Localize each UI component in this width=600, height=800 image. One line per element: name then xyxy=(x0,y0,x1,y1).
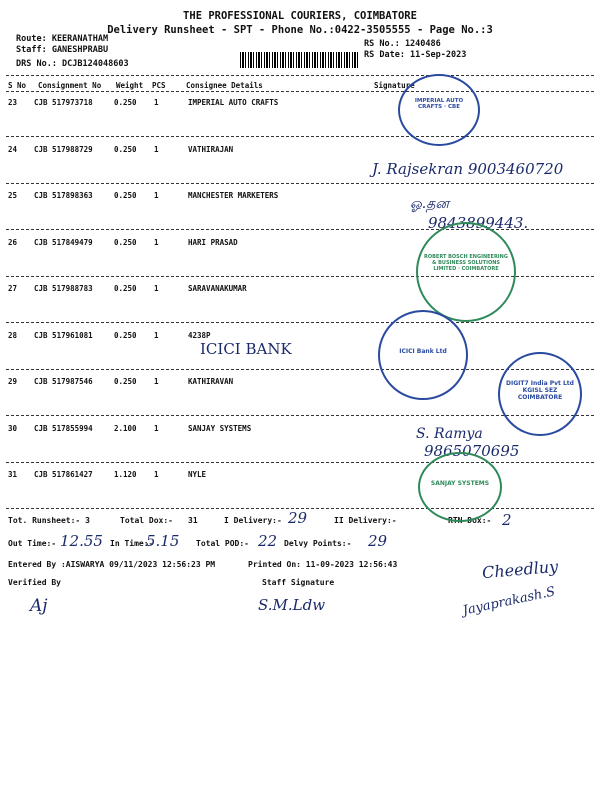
hand-delvy-points: 29 xyxy=(368,532,388,550)
hand-rtn-dox: 2 xyxy=(502,511,512,529)
row-consignee: HARI PRASAD xyxy=(188,237,238,247)
row-consignment: CJB 517849479 xyxy=(34,237,93,247)
imperial-stamp xyxy=(398,74,480,146)
verified-by-label: Verified By xyxy=(8,578,61,587)
tot-runsheet: Tot. Runsheet:- 3 xyxy=(8,516,90,525)
hand-chedluy: Cheedluy xyxy=(481,556,559,583)
out-time-label: Out Time:- xyxy=(8,539,57,548)
row-consignee: SANJAY SYSTEMS xyxy=(188,423,252,433)
company-title: THE PROFESSIONAL COURIERS, COIMBATORE xyxy=(183,10,417,22)
row-consignee: MANCHESTER MARKETERS xyxy=(188,191,279,200)
row-pcs: 1 xyxy=(154,144,159,154)
hand-row25-phone: 9843899443. xyxy=(428,214,529,232)
row-consignment: CJB 517961081 xyxy=(34,330,93,340)
row-consignment: CJB 517988783 xyxy=(34,284,93,293)
row-sno: 26 xyxy=(8,237,18,247)
row-consignee: KATHIRAVAN xyxy=(188,377,234,386)
staff-label: Staff: GANESHPRABU xyxy=(16,45,109,55)
row-rule xyxy=(6,183,594,184)
bosch-stamp xyxy=(416,222,516,322)
row-consignment: CJB 517855994 xyxy=(34,423,93,433)
row-weight: 0.250 xyxy=(114,377,137,386)
imperial-stamp-text: IMPERIAL AUTO CRAFTS · CBE xyxy=(414,98,464,110)
row-weight: 0.250 xyxy=(114,284,137,293)
rs-number: RS No.: 1240486 xyxy=(364,39,441,49)
printed-on: Printed On: 11-09-2023 12:56:43 xyxy=(248,560,398,569)
row-sno: 25 xyxy=(8,191,18,200)
row-sno: 24 xyxy=(8,144,18,154)
total-dox-value: 31 xyxy=(188,516,198,525)
entered-by: Entered By :AISWARYA 09/11/2023 12:56:23 PM xyxy=(8,560,216,569)
row-pcs: 1 xyxy=(154,191,159,200)
row-sno: 23 xyxy=(8,98,18,107)
row-weight: 0.250 xyxy=(114,237,137,247)
row-weight: 0.250 xyxy=(114,98,137,107)
hand-in-time: 5.15 xyxy=(146,532,180,550)
digit7-stamp-text: DIGIT7 India Pvt Ltd KGISL SEZ COIMBATORE xyxy=(506,380,574,401)
drs-number: DRS No.: DCJB124048603 xyxy=(16,59,129,69)
sanjay-stamp xyxy=(418,452,502,522)
row-consignment: CJB 517861427 xyxy=(34,470,93,479)
col-pcs: PCS xyxy=(152,81,166,90)
total-dox-label: Total Dox:- xyxy=(120,516,173,525)
hand-jayaprakash: Jayaprakash.S xyxy=(461,584,557,619)
hand-row25-name: ஓ.தன xyxy=(410,196,449,212)
col-signature: Signature xyxy=(374,81,415,90)
row-consignment: CJB 517973718 xyxy=(34,98,93,107)
row-pcs: 1 xyxy=(154,284,159,293)
row-consignee: IMPERIAL AUTO CRAFTS xyxy=(188,98,279,107)
row-pcs: 1 xyxy=(154,98,159,107)
row-consignee: 4238P xyxy=(188,330,211,340)
barcode xyxy=(240,52,358,68)
hand-i-delivery: 29 xyxy=(288,509,308,527)
row-rule xyxy=(6,136,594,137)
row-weight: 2.100 xyxy=(114,423,137,433)
hand-row28-bank: ICICI BANK xyxy=(200,340,292,358)
row-consignment: CJB 517898363 xyxy=(34,191,93,200)
row-weight: 0.250 xyxy=(114,191,137,200)
staff-signature-label: Staff Signature xyxy=(262,578,335,587)
row-weight: 0.250 xyxy=(114,144,137,154)
row-pcs: 1 xyxy=(154,423,159,433)
total-pod-label: Total POD:- xyxy=(196,539,249,548)
hand-staff-signature: S.M.Ldw xyxy=(258,596,326,614)
row-sno: 27 xyxy=(8,284,18,293)
row-pcs: 1 xyxy=(154,237,159,247)
hand-row30-name: S. Ramya xyxy=(416,426,483,442)
header-rule-bottom xyxy=(6,91,594,92)
row-pcs: 1 xyxy=(154,330,159,340)
col-sno: S No xyxy=(8,81,27,90)
col-weight: Weight xyxy=(116,81,144,90)
rs-date: RS Date: 11-Sep-2023 xyxy=(364,50,467,60)
in-time-label: In Time:- xyxy=(110,539,154,548)
hand-verified-signature: Aj xyxy=(30,596,48,616)
row-weight: 0.250 xyxy=(114,330,137,340)
icici-stamp xyxy=(378,310,468,400)
row-consignment: CJB 517987546 xyxy=(34,377,93,386)
delvy-points-label: Delvy Points:- xyxy=(284,539,352,548)
hand-total-pod: 22 xyxy=(258,532,278,550)
row-weight: 1.120 xyxy=(114,470,137,479)
rtn-dox-label: RTN Dox:- xyxy=(448,516,492,525)
row-pcs: 1 xyxy=(154,470,159,479)
bosch-stamp-text: ROBERT BOSCH ENGINEERING & BUSINESS SOLUTIONS LIMITED · COIMBATORE xyxy=(424,254,508,272)
row-consignment: CJB 517988729 xyxy=(34,144,93,154)
runsheet-title: Delivery Runsheet - SPT - Phone No.:0422-3505555 - Page No.:3 xyxy=(107,24,493,36)
row-sno: 28 xyxy=(8,330,18,340)
hand-out-time: 12.55 xyxy=(60,532,103,550)
row-consignee: SARAVANAKUMAR xyxy=(188,284,247,293)
row-pcs: 1 xyxy=(154,377,159,386)
row-consignee: VATHIRAJAN xyxy=(188,144,234,154)
row-rule xyxy=(6,462,594,463)
hand-row24-signature: J. Rajsekran 9003460720 xyxy=(372,160,564,178)
row-sno: 29 xyxy=(8,377,18,386)
sanjay-stamp-text: SANJAY SYSTEMS xyxy=(430,480,490,487)
col-consignment: Consignment No xyxy=(38,81,102,90)
hand-row30-phone: 9865070695 xyxy=(424,442,520,460)
digit7-stamp xyxy=(498,352,582,436)
route-label: Route: KEERANATHAM xyxy=(16,34,109,44)
row-consignee: NYLE xyxy=(188,470,207,479)
icici-stamp-text: ICICI Bank Ltd xyxy=(399,348,447,355)
i-delivery-label: I Delivery:- xyxy=(224,516,282,525)
row-sno: 30 xyxy=(8,423,18,433)
header-rule-top xyxy=(6,75,594,76)
ii-delivery-label: II Delivery:- xyxy=(334,516,397,525)
row-rule xyxy=(6,322,594,323)
col-details: Consignee Details xyxy=(186,81,263,90)
row-sno: 31 xyxy=(8,470,18,479)
